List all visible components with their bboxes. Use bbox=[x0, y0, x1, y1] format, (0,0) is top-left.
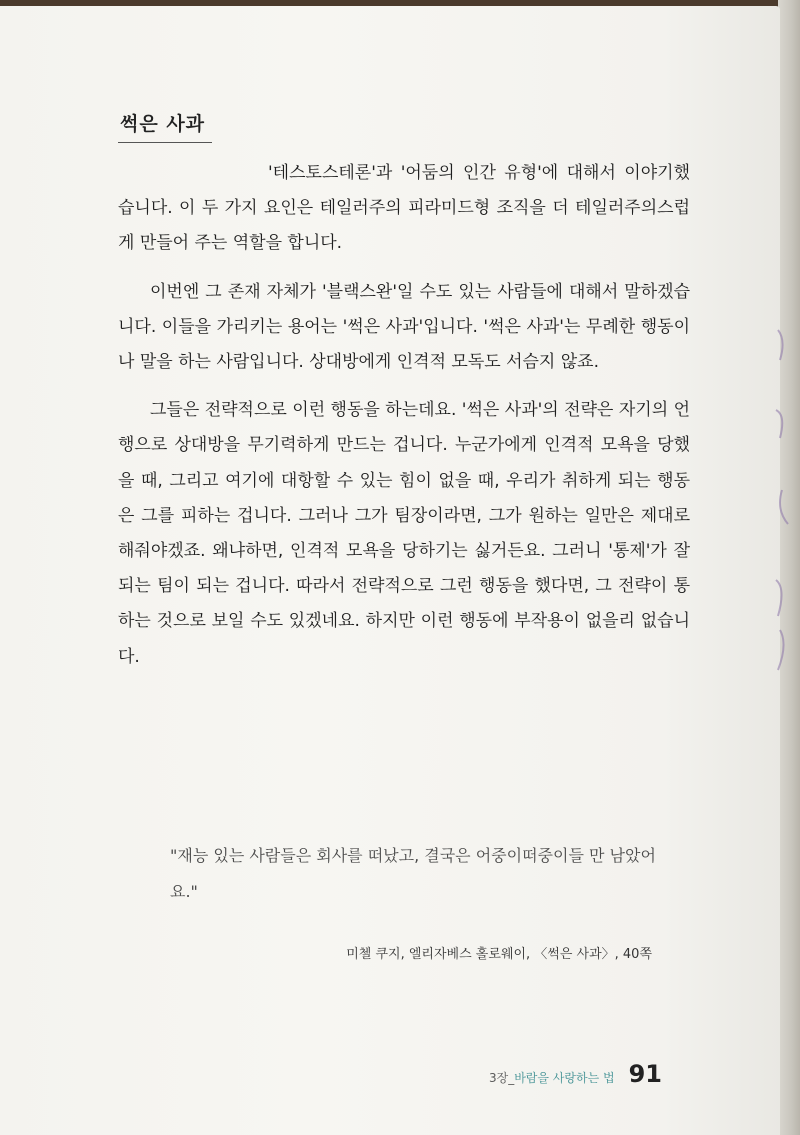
chapter-prefix: 3장_ bbox=[488, 1071, 515, 1085]
chapter-title: 바람을 사랑하는 법 bbox=[514, 1071, 615, 1085]
chapter-label bbox=[489, 1069, 615, 1086]
block-quote: "재능 있는 사람들은 회사를 떠났고, 결국은 어중이떠중이들 만 남았어요." bbox=[170, 846, 656, 901]
paragraph-1: '테스토스테론'과 '어둠의 인간 유형'에 대해서 이야기했습니다. 이 두 가지 요인은 테일러주의 피라미드형 조직을 더 테일러주의스럽게 만들어 주는 역할을 합니다. bbox=[118, 163, 690, 254]
paragraph-2: 이번엔 그 존재 자체가 '블랙스완'일 수도 있는 사람들에 대해서 말하겠습니다. 이들을 가리키는 용어는 '썩은 사과'입니다. '썩은 사과'는 무례한 행동이나 말을 하는 사람입니다. 상대방에게 인격적 모독도 서슴지 않죠. bbox=[118, 281, 690, 373]
page-footer bbox=[489, 1060, 662, 1088]
bleed-through-marks bbox=[770, 320, 796, 680]
body-text bbox=[118, 156, 690, 688]
heading-underline bbox=[118, 142, 212, 143]
paragraph-3: 그들은 전략적으로 이런 행동을 하는데요. '썩은 사과'의 전략은 자기의 언행으로 상대방을 무기력하게 만드는 겁니다. 누군가에게 인격적 모욕을 당했을 때, 그리고 여기에 대항할 수 있는 힘이 없을 때, 우리가 취하게 되는 행동은 그를 피하는 겁니다. 그러나 그가 팀장이라면, 그가 원하는 일만은 제대로 해줘야겠죠. 왜냐하면, 인격적 모욕을 당하기는 싫거든요. 그러니 '통제'가 잘 되는 팀이 되는 겁니다. 따라서 전략적으로 그런 행동을 했다면, 그 전략이 통하는 것으로 보일 수도 있겠네요. 하지만 이런 행동에 부작용이 없을리 없습니다. bbox=[118, 400, 690, 667]
section-heading: 썩은 사과 bbox=[120, 113, 206, 135]
quote-source: 미첼 쿠지, 엘리자베스 홀로웨이, 〈썩은 사과〉, 40쪽 bbox=[346, 947, 652, 962]
page-number: 91 bbox=[628, 1060, 662, 1088]
book-page bbox=[0, 6, 780, 1135]
